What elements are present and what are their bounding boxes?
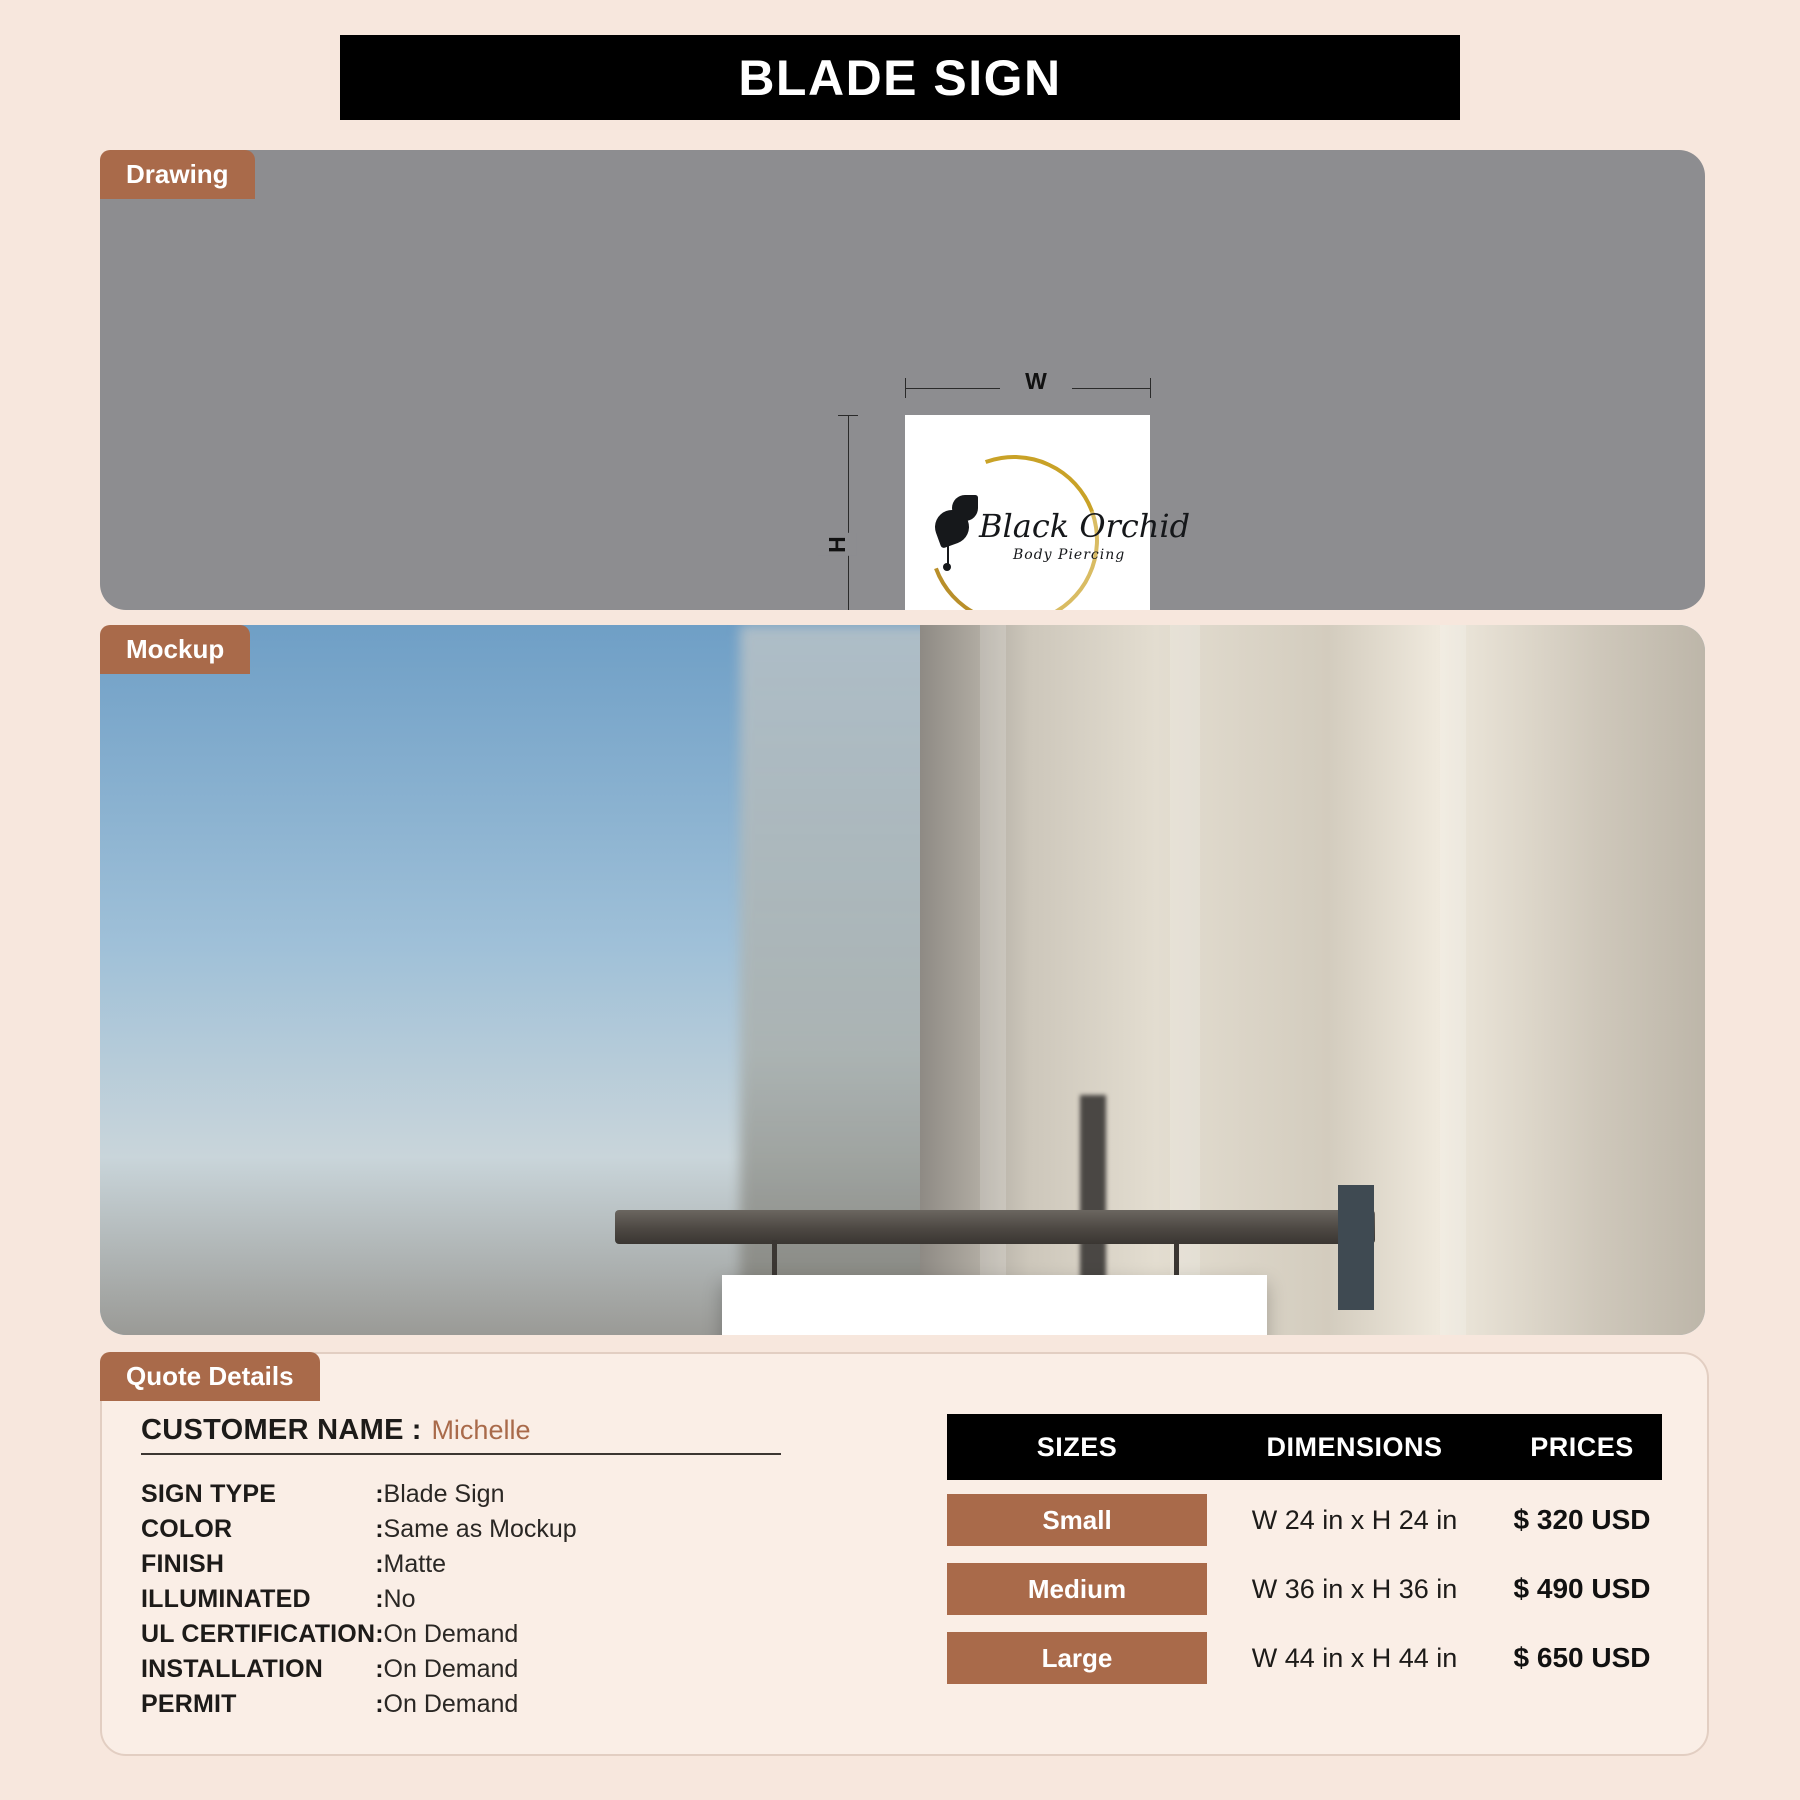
spec-value: Blade Sign: [383, 1480, 505, 1508]
mockup-panel: [100, 625, 1705, 1335]
logo-gold-ring-icon: [708, 1299, 1213, 1335]
spec-key: INSTALLATION: [141, 1655, 324, 1683]
spec-key: ILLUMINATED: [141, 1585, 311, 1613]
orchid-stem-icon: [947, 541, 949, 565]
width-tick-right: [1150, 378, 1151, 398]
pricing-row: [947, 1560, 1662, 1618]
dimensions-value: W 44 in x H 44 in: [1251, 1642, 1458, 1673]
mockup-section-tag: Mockup: [100, 625, 250, 674]
column-header-sizes: SIZES: [1036, 1431, 1118, 1462]
page-title-bar: [340, 35, 1460, 120]
customer-name-label: CUSTOMER NAME: [141, 1414, 404, 1446]
size-badge: Small: [947, 1494, 1207, 1546]
pricing-row: [947, 1491, 1662, 1549]
spec-colon: :: [375, 1620, 384, 1648]
spec-colon: :: [375, 1585, 384, 1613]
spec-key: UL CERTIFICATION: [141, 1620, 376, 1648]
drawing-section-tag: Drawing: [100, 150, 255, 199]
dimensions-value: W 36 in x H 36 in: [1251, 1573, 1458, 1604]
height-tick-top: [838, 415, 858, 416]
spec-colon: :: [375, 1690, 384, 1718]
spec-value: Same as Mockup: [383, 1515, 577, 1543]
customer-name-value: Michelle: [431, 1415, 531, 1445]
spec-key: COLOR: [141, 1515, 233, 1543]
size-badge: Large: [947, 1632, 1207, 1684]
spec-key: FINISH: [141, 1550, 225, 1578]
spec-key: PERMIT: [141, 1690, 237, 1718]
width-tick-left: [905, 378, 906, 398]
spec-row: [141, 1582, 577, 1617]
height-dimension-label: H: [818, 533, 857, 556]
spec-colon: :: [375, 1550, 384, 1578]
spec-table: [141, 1477, 577, 1722]
column-header-prices: PRICES: [1530, 1431, 1634, 1462]
spec-value: On Demand: [383, 1620, 519, 1648]
spec-value: No: [383, 1585, 416, 1613]
dimensions-value: W 24 in x H 24 in: [1251, 1504, 1458, 1535]
wall-column: [1440, 625, 1466, 1335]
spec-key: SIGN TYPE: [141, 1480, 277, 1508]
spec-colon: :: [375, 1480, 384, 1508]
spec-row: [141, 1617, 577, 1652]
spec-value: On Demand: [383, 1655, 519, 1683]
drawing-sign-face: [905, 415, 1191, 610]
height-dimension-line: [848, 415, 849, 610]
sign-bracket-plate: [1338, 1185, 1374, 1310]
logo-subtitle-text: Body Piercing: [1013, 547, 1126, 563]
width-dimension-label: W: [1000, 368, 1072, 395]
logo-artwork-small: [905, 415, 1191, 610]
orchid-flower-icon: [952, 495, 978, 521]
quote-section-tag: Quote Details: [100, 1352, 320, 1401]
logo-name-text: Black Orchid: [979, 507, 1191, 545]
spec-colon: :: [375, 1655, 384, 1683]
spec-row: [141, 1652, 577, 1687]
spec-colon: :: [375, 1515, 384, 1543]
mockup-sign-face: [722, 1275, 1267, 1335]
column-header-dimensions: DIMENSIONS: [1266, 1431, 1443, 1462]
customer-name-row: [141, 1414, 781, 1455]
pricing-table-header: [947, 1414, 1662, 1480]
page-title: BLADE SIGN: [738, 49, 1062, 106]
drawing-canvas: [100, 150, 1705, 610]
quote-spec-list: [127, 1414, 827, 1722]
sign-bracket-arm: [615, 1210, 1375, 1244]
logo-artwork-large: [722, 1275, 1267, 1335]
quote-details-panel: [100, 1352, 1709, 1756]
price-value: $ 320 USD: [1513, 1504, 1651, 1535]
spec-row: [141, 1477, 577, 1512]
customer-name-colon: :: [411, 1414, 422, 1446]
orchid-bud-icon: [943, 563, 951, 571]
spec-row: [141, 1547, 577, 1582]
pricing-table: [947, 1414, 1662, 1687]
spec-value: On Demand: [383, 1690, 519, 1718]
spec-value: Matte: [383, 1550, 447, 1578]
price-value: $ 650 USD: [1513, 1642, 1651, 1673]
drawing-panel: [100, 150, 1705, 610]
spec-row: [141, 1687, 577, 1722]
spec-row: [141, 1512, 577, 1547]
price-value: $ 490 USD: [1513, 1573, 1651, 1604]
size-badge: Medium: [947, 1563, 1207, 1615]
pricing-row: [947, 1629, 1662, 1687]
